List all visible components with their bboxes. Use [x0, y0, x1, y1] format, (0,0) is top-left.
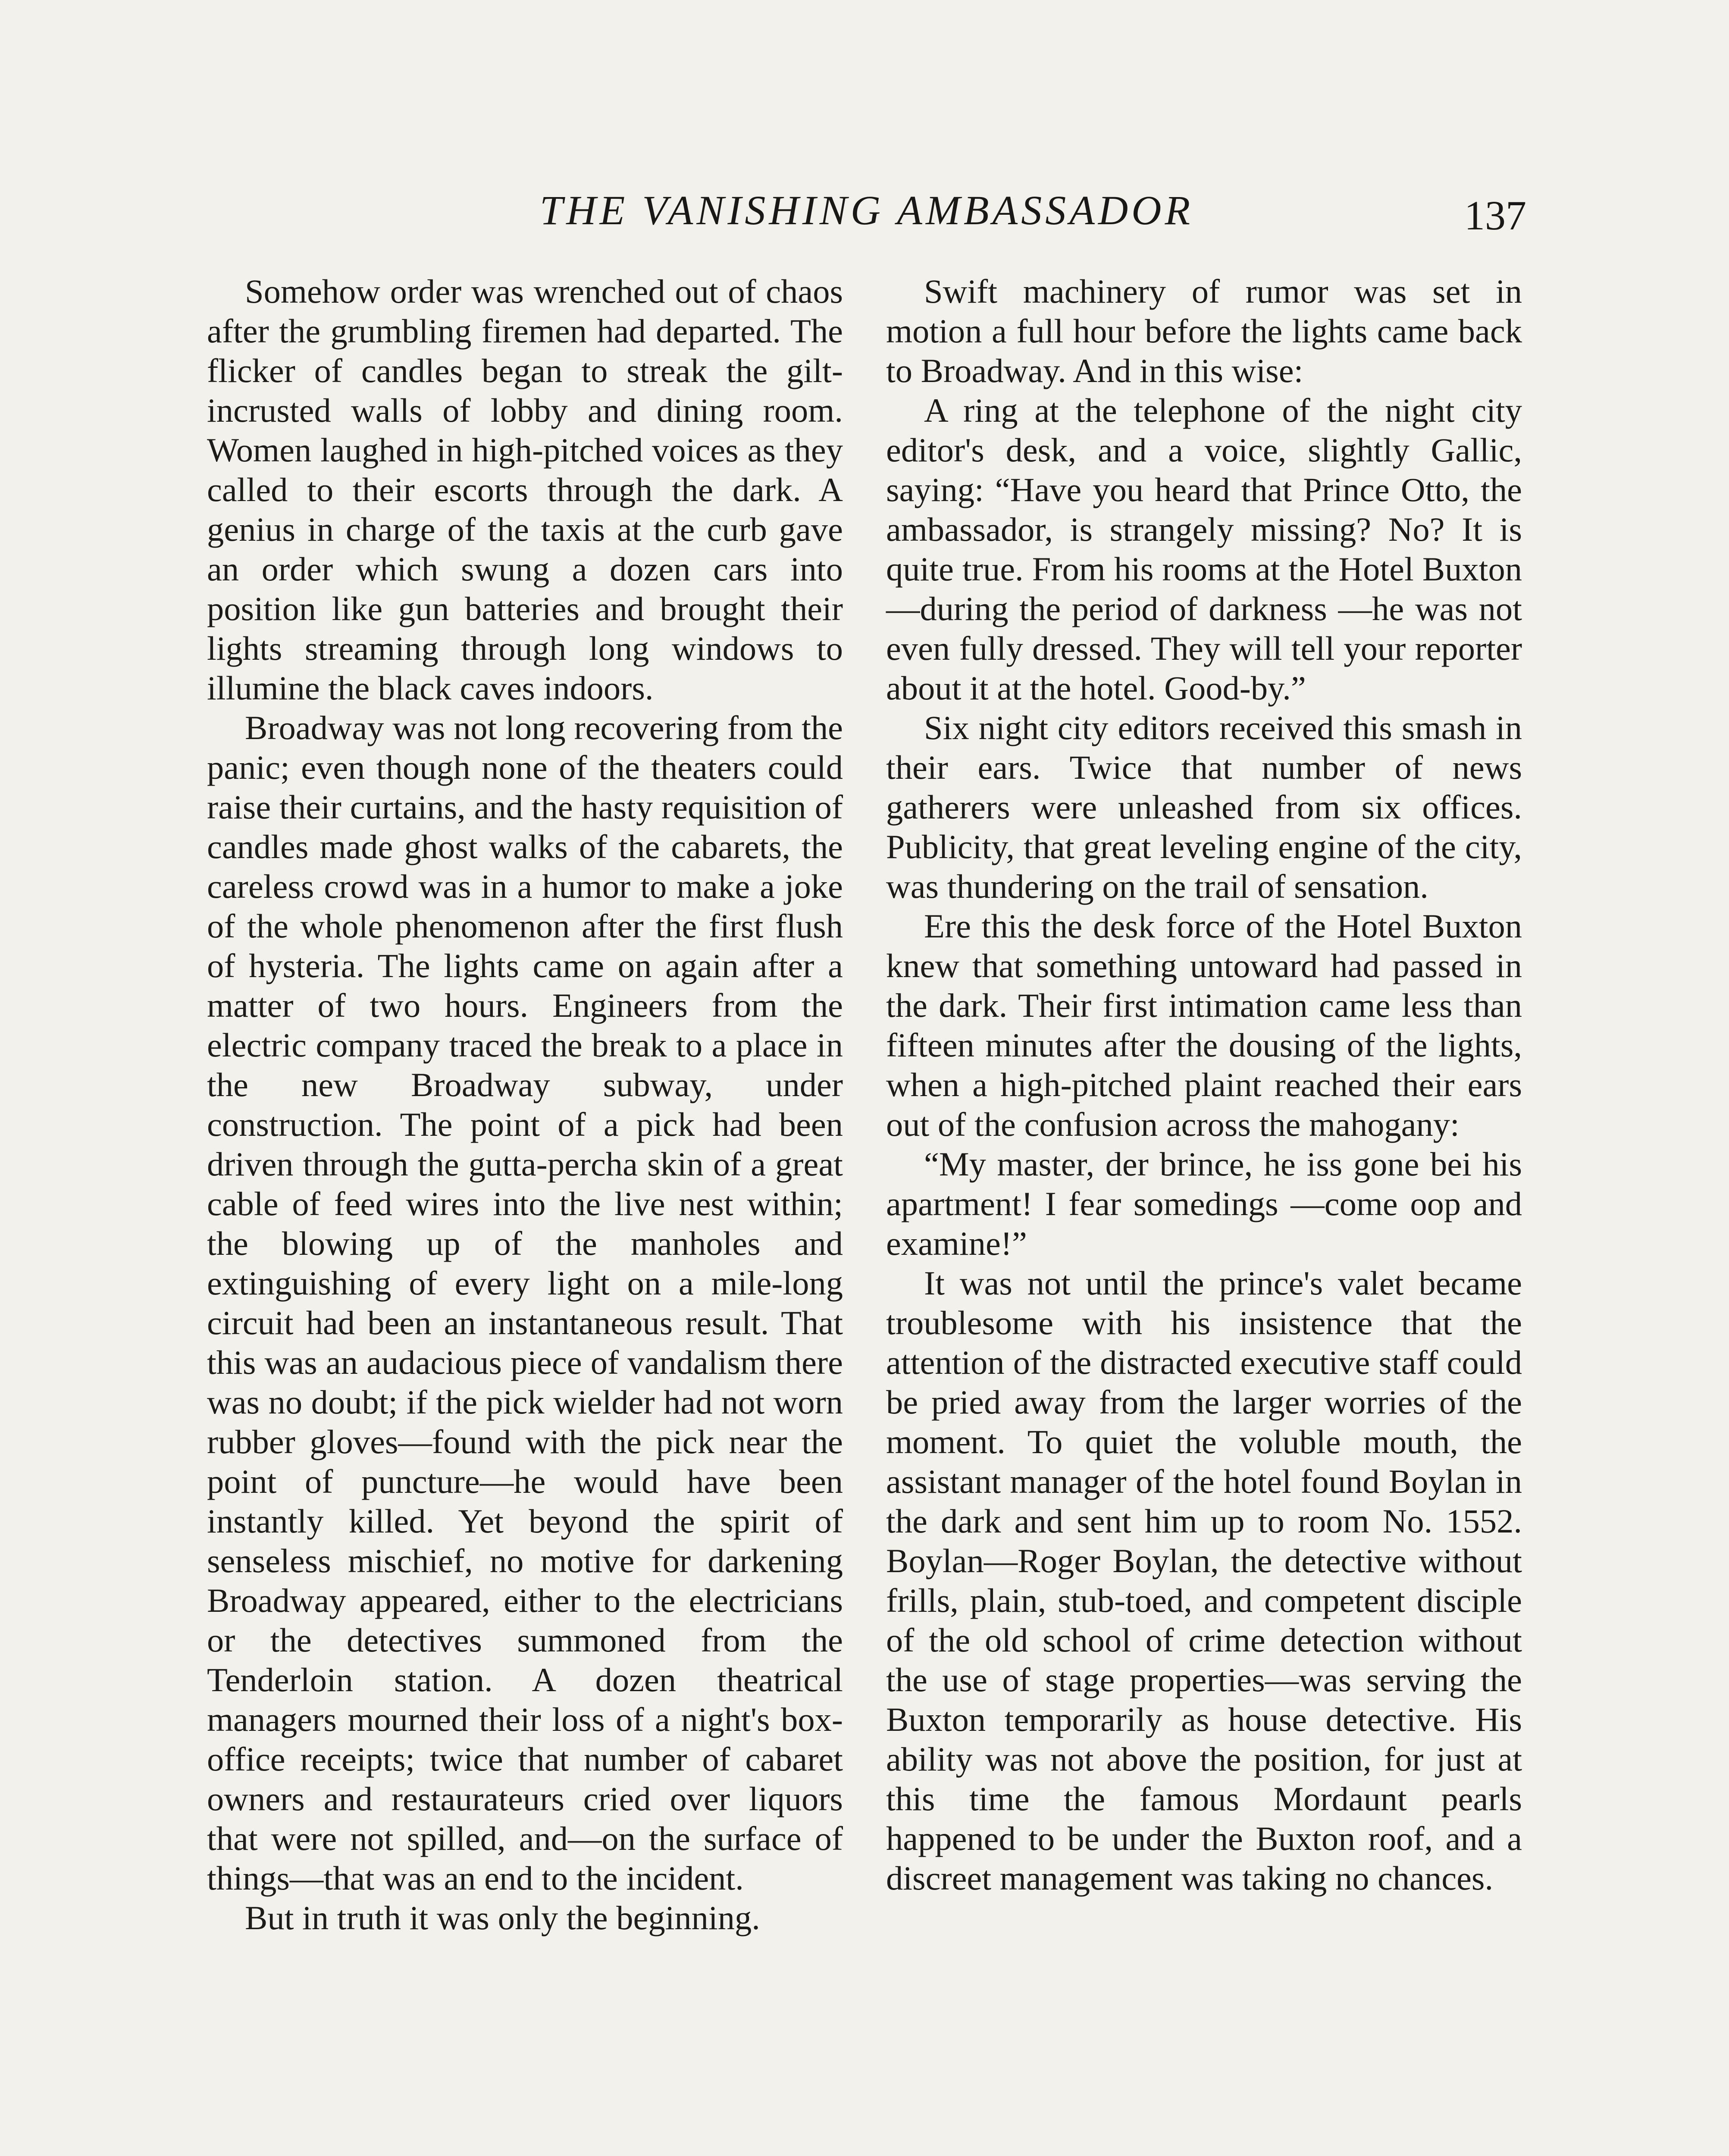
text-column-left — [207, 272, 843, 1938]
paragraph: Swift machinery of rumor was set in motion a full hour before the lights came back to Broadway. And in this wise: — [886, 273, 1522, 389]
page-header — [207, 187, 1526, 259]
paragraph: “My master, der brince, he iss gone bei his apartment! I fear somedings —come oop and examine!” — [886, 1145, 1522, 1262]
text-column-right — [886, 272, 1522, 1898]
paragraph: It was not until the prince's valet became troublesome with his insistence that the attention of the distracted executive staff could be pried away from the larger worries of the moment. To quiet the voluble mouth, the assistant manager of the hotel found Boylan in the dark and sent him up to room No. 1552. Boylan—Roger Boylan, the detective without frills, plain, stub-toed, and competent disciple of the old school of crime detection without the use of stage properties—was serving the Buxton temporarily as house detective. His ability was not above the position, for just at this time the famous Mordaunt pearls happened to be under the Buxton roof, and a discreet management was taking no chances. — [886, 1264, 1522, 1897]
running-title: THE VANISHING AMBASSADOR — [539, 187, 1194, 233]
paragraph: But in truth it was only the beginning. — [245, 1899, 760, 1937]
paragraph: Broadway was not long recovering from the panic; even though none of the theaters could raise their curtains, and the hasty requisition of candles made ghost walks of the cabarets, the careless crowd was in a humor to make a joke of the whole phenomenon after the first flush of hysteria. The lights came on again after a matter of two hours. Engineers from the electric company traced the break to a place in the new Broadway subway, under construction. The point of a pick had been driven through the gutta-percha skin of a great cable of feed wires into the live nest within; the blowing up of the manholes and extinguishing of every light on a mile-long circuit had been an instantaneous result. That this was an audacious piece of vandalism there was no doubt; if the pick wielder had not worn rubber gloves—found with the pick near the point of puncture—he would have been instantly killed. Yet beyond the spirit of senseless mischief, no motive for darkening Broadway appeared, either to the electricians or the detectives summoned from the Tenderloin station. A dozen theatrical managers mourned their loss of a night's box-office receipts; twice that number of cabaret owners and restaurateurs cried over liquors that were not spilled, and—on the surface of things—that was an end to the incident. — [207, 709, 843, 1897]
paragraph: Six night city editors received this smash in their ears. Twice that number of news gatherers were unleashed from six offices. Publicity, that great leveling engine of the city, was thundering on the trail of sensation. — [886, 709, 1522, 905]
paragraph: Somehow order was wrenched out of chaos after the grumbling firemen had departed. The flicker of candles began to streak the gilt-incrusted walls of lobby and dining room. Women laughed in high-pitched voices as they called to their escorts through the dark. A genius in charge of the taxis at the curb gave an order which swung a dozen cars into position like gun batteries and brought their lights streaming through long windows to illumine the black caves indoors. — [207, 273, 843, 707]
paragraph: Ere this the desk force of the Hotel Buxton knew that something untoward had passed in the dark. Their first intimation came less than fifteen minutes after the dousing of the lights, when a high-pitched plaint reached their ears out of the confusion across the mahogany: — [886, 907, 1522, 1143]
paragraph: A ring at the telephone of the night city editor's desk, and a voice, slightly Gallic, saying: “Have you heard that Prince Otto, the ambassador, is strangely missing? No? It is quite true. From his rooms at the Hotel Buxton—during the period of darkness —he was not even fully dressed. They will tell your reporter about it at the hotel. Good-by.” — [886, 392, 1522, 707]
page-number: 137 — [1464, 192, 1526, 238]
